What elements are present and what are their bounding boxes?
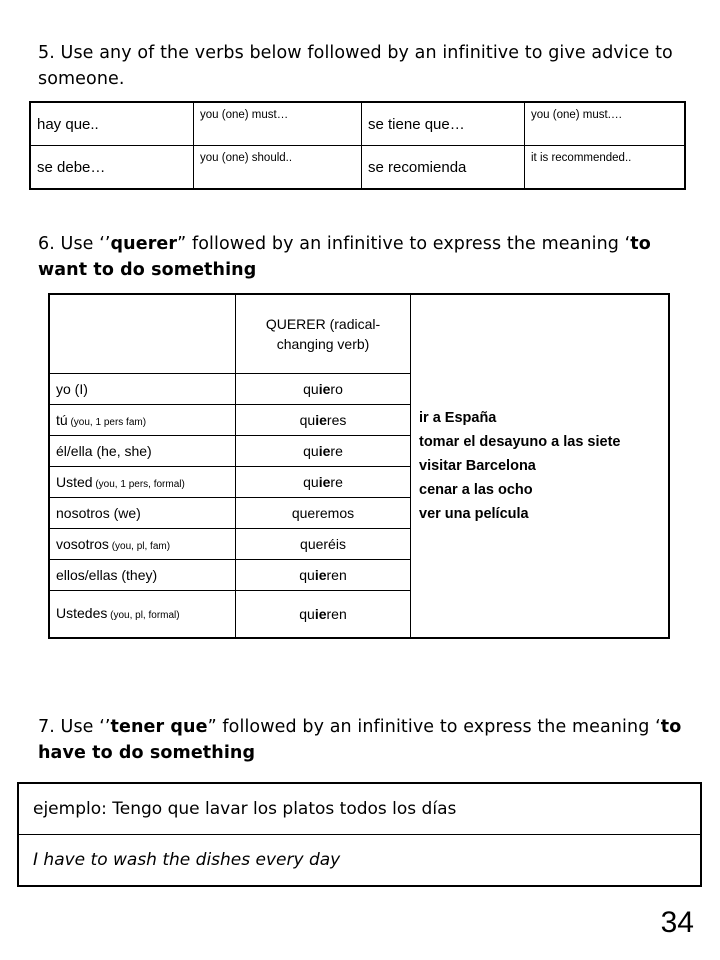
pronoun-cell: él/ella (he, she) <box>49 436 236 467</box>
pronoun-cell: Ustedes (you, pl, formal) <box>49 591 236 639</box>
verb-form-cell: quieres <box>236 405 411 436</box>
title-prefix: 6. Use ‘’ <box>38 234 111 254</box>
infinitive-item: ver una película <box>419 505 529 522</box>
advice-verbs-table <box>29 101 686 190</box>
pronoun-cell: tú (you, 1 pers fam) <box>49 405 236 436</box>
verb-form-cell: queremos <box>236 498 411 529</box>
title-middle: ” followed by an infinitive to express the meaning ‘ <box>177 234 631 254</box>
table-row <box>30 146 685 190</box>
verb-form-cell: queréis <box>236 529 411 560</box>
querer-conjugation-table <box>48 293 670 639</box>
infinitive-item: tomar el desayuno a las siete <box>419 433 621 450</box>
verb-form-cell: quieren <box>236 560 411 591</box>
meaning-cell: you (one) must.… <box>525 102 686 146</box>
querer-header: QUERER (radical-changing verb) <box>236 294 411 374</box>
verb-cell: hay que.. <box>30 102 194 146</box>
pronoun-cell: vosotros (you, pl, fam) <box>49 529 236 560</box>
verb-form-cell: quiere <box>236 436 411 467</box>
pronoun-cell: Usted (you, 1 pers, formal) <box>49 467 236 498</box>
table-header-row <box>49 294 669 374</box>
verb-form-cell: quiere <box>236 467 411 498</box>
meaning-cell: it is recommended.. <box>525 146 686 190</box>
title-verb: tener que <box>110 717 208 737</box>
verb-form-cell: quieren <box>236 591 411 639</box>
tener-que-example-table <box>17 782 702 887</box>
title-verb: querer <box>110 234 178 254</box>
title-prefix: 7. Use ‘’ <box>38 717 111 737</box>
meaning-cell: you (one) must… <box>194 102 362 146</box>
pronoun-cell: yo (I) <box>49 374 236 405</box>
meaning-cell: you (one) should.. <box>194 146 362 190</box>
title-middle: ” followed by an infinitive to express the meaning ‘ <box>207 717 661 737</box>
table-row <box>18 835 701 887</box>
table-row <box>30 102 685 146</box>
title-meaning: to have to do something <box>38 717 682 763</box>
empty-header-cell <box>49 294 236 374</box>
page-number: 34 <box>660 906 694 939</box>
pronoun-cell: ellos/ellas (they) <box>49 560 236 591</box>
section-5-title <box>38 40 698 92</box>
infinitive-item: cenar a las ocho <box>419 481 533 498</box>
infinitive-item: ir a España <box>419 409 497 426</box>
table-row <box>18 783 701 835</box>
infinitive-item: visitar Barcelona <box>419 457 536 474</box>
verb-cell: se tiene que… <box>362 102 525 146</box>
spanish-example: ejemplo: Tengo que lavar los platos todos los días <box>18 783 701 835</box>
verb-cell: se recomienda <box>362 146 525 190</box>
section-5-text: 5. Use any of the verbs below followed by an infinitive to give advice to someone. <box>38 43 673 89</box>
section-7-title <box>38 714 698 766</box>
infinitives-cell <box>411 294 670 638</box>
section-6-title <box>38 231 698 283</box>
english-translation: I have to wash the dishes every day <box>18 835 701 887</box>
verb-form-cell: quiero <box>236 374 411 405</box>
title-meaning: to want to do something <box>38 234 651 280</box>
verb-cell: se debe… <box>30 146 194 190</box>
pronoun-cell: nosotros (we) <box>49 498 236 529</box>
